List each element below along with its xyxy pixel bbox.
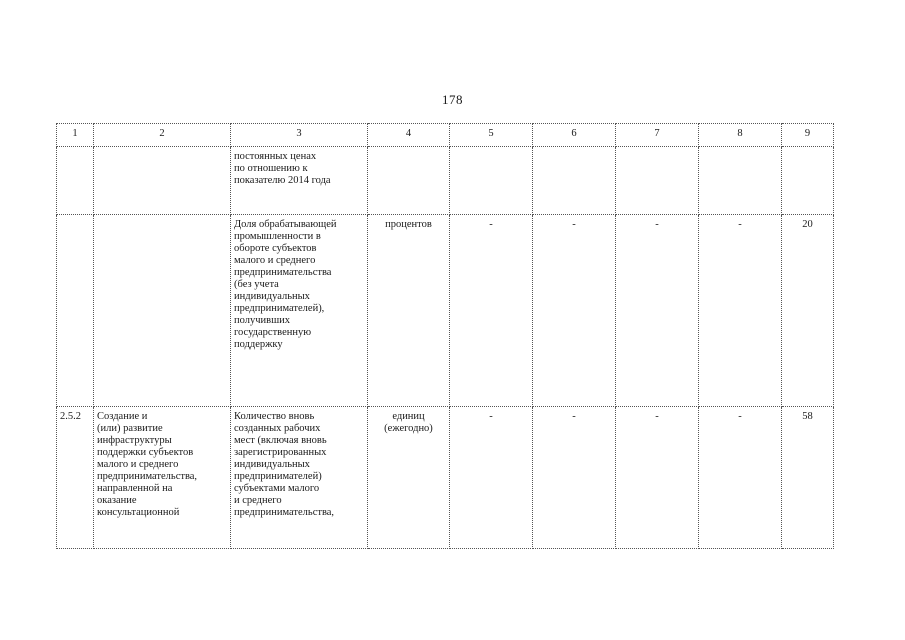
cell-unit	[368, 147, 450, 215]
cell-value: -	[616, 215, 699, 407]
cell-value: -	[699, 215, 782, 407]
cell-measure-name	[94, 215, 231, 407]
cell-unit: единиц (ежегодно)	[368, 407, 450, 549]
column-header: 5	[450, 124, 533, 147]
cell-item-number	[57, 215, 94, 407]
column-header: 9	[782, 124, 834, 147]
cell-value	[616, 147, 699, 215]
cell-value: -	[533, 407, 616, 549]
cell-indicator: Доля обрабатывающей промышленности в обороте субъектов малого и среднего предпринимательства (без учета индивидуальных предпринимателей), получивших государственную поддержку	[231, 215, 368, 407]
cell-item-number	[57, 147, 94, 215]
cell-unit: процентов	[368, 215, 450, 407]
cell-value: 58	[782, 407, 834, 549]
cell-value	[533, 147, 616, 215]
cell-value: -	[616, 407, 699, 549]
cell-value: -	[450, 407, 533, 549]
cell-measure-name: Создание и (или) развитие инфраструктуры поддержки субъектов малого и среднего предпринимательства, направленной на оказание консультационной	[94, 407, 231, 549]
column-number-row	[57, 124, 834, 147]
table-row	[57, 147, 834, 215]
page-number: 178	[442, 92, 463, 107]
column-header: 2	[94, 124, 231, 147]
cell-value	[450, 147, 533, 215]
cell-value: -	[450, 215, 533, 407]
document-table	[56, 123, 834, 549]
cell-value: -	[533, 215, 616, 407]
cell-indicator: постоянных ценах по отношению к показателю 2014 года	[231, 147, 368, 215]
cell-measure-name	[94, 147, 231, 215]
cell-value: 20	[782, 215, 834, 407]
cell-value	[782, 147, 834, 215]
cell-value	[699, 147, 782, 215]
column-header: 6	[533, 124, 616, 147]
column-header: 7	[616, 124, 699, 147]
column-header: 4	[368, 124, 450, 147]
cell-value: -	[699, 407, 782, 549]
column-header: 3	[231, 124, 368, 147]
table-row	[57, 215, 834, 407]
cell-indicator: Количество вновь созданных рабочих мест (включая вновь зарегистрированных индивидуальных предпринимателей) субъектами малого и среднего предпринимательства,	[231, 407, 368, 549]
column-header: 1	[57, 124, 94, 147]
cell-item-number: 2.5.2	[57, 407, 94, 549]
column-header: 8	[699, 124, 782, 147]
table-row	[57, 407, 834, 549]
